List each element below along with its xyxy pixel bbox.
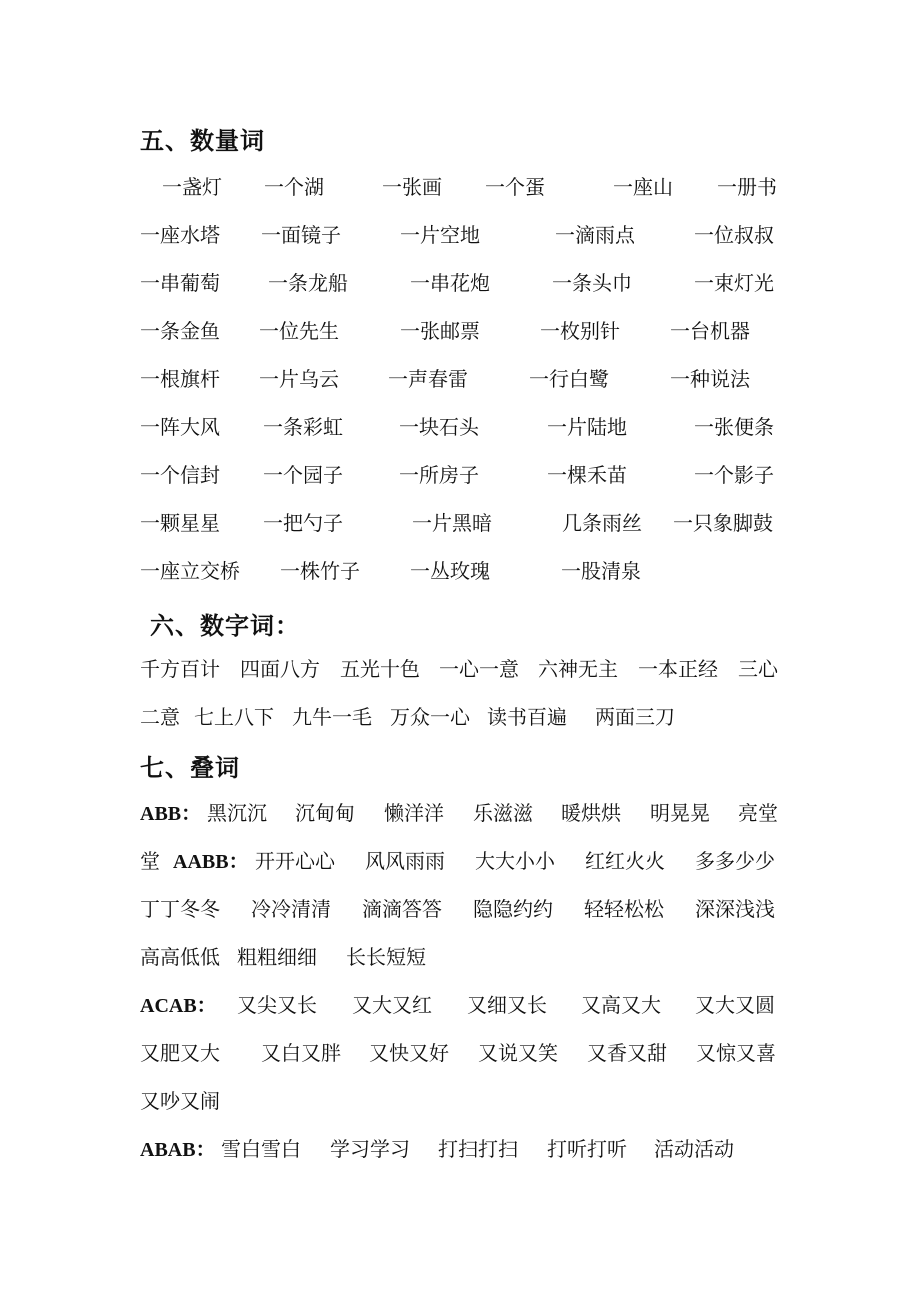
acab-row-2: [140, 1037, 790, 1067]
word: 一片陆地: [547, 415, 627, 439]
word: 轻轻松松: [584, 897, 664, 921]
acab-row-3: [140, 1085, 790, 1115]
acab-label: ACAB：: [140, 995, 217, 1017]
word: 红红火火: [585, 849, 665, 873]
word: 一台机器: [670, 319, 750, 343]
word: 七上八下: [194, 705, 274, 729]
measure-words-row-3: [140, 267, 790, 297]
word: 一条龙船: [268, 271, 348, 295]
word: 又白又胖: [261, 1041, 341, 1065]
word: 又香又甜: [587, 1041, 667, 1065]
word: 又肥又大: [140, 1041, 220, 1065]
word: 亮堂: [738, 801, 778, 825]
word: 一阵大风: [140, 415, 220, 439]
word: 明晃晃: [650, 801, 710, 825]
word: 三心: [738, 657, 778, 681]
word: 一块石头: [399, 415, 479, 439]
word: 一条头巾: [552, 271, 632, 295]
word: 一串葡萄: [140, 271, 220, 295]
word: 一个信封: [140, 463, 220, 487]
word: 开开心心: [255, 849, 335, 873]
word: 几条雨丝: [562, 511, 642, 535]
word: 一个影子: [694, 463, 774, 487]
word: 一条金鱼: [140, 319, 220, 343]
word: 一丛玫瑰: [410, 559, 490, 583]
word: 一片空地: [400, 223, 480, 247]
word: 深深浅浅: [695, 897, 775, 921]
measure-words-row-2: [140, 219, 790, 249]
abab-label: ABAB：: [140, 1139, 216, 1161]
measure-words-row-9: [140, 555, 790, 585]
word: 冷冷清清: [251, 897, 331, 921]
section-five-title: 五、数量词: [140, 127, 265, 155]
measure-words-row-7: [140, 459, 790, 489]
word: 粗粗细细: [237, 945, 317, 969]
word: 九牛一毛: [292, 705, 372, 729]
word: 一本正经: [638, 657, 718, 681]
word: 又细又长: [467, 993, 547, 1017]
word: 长长短短: [346, 945, 426, 969]
aabb-label: AABB：: [173, 851, 249, 873]
word: 一座山: [613, 175, 673, 199]
word: 万众一心: [390, 705, 470, 729]
measure-words-row-8: [140, 507, 790, 537]
word: 风风雨雨: [365, 849, 445, 873]
word: 又尖又长: [237, 993, 317, 1017]
acab-row-1: [140, 989, 790, 1019]
word: 又高又大: [581, 993, 661, 1017]
word: 六神无主: [538, 657, 618, 681]
word: 一心一意: [439, 657, 519, 681]
word: 一个湖: [264, 175, 324, 199]
word: 一位先生: [259, 319, 339, 343]
word: 一所房子: [399, 463, 479, 487]
word: 多多少少: [695, 849, 775, 873]
word: 一束灯光: [694, 271, 774, 295]
word: 一个园子: [263, 463, 343, 487]
word: 一枚别针: [540, 319, 620, 343]
word: 懒洋洋: [384, 801, 444, 825]
word: 一座水塔: [140, 223, 220, 247]
word: 大大小小: [475, 849, 555, 873]
word: 一声春雷: [388, 367, 468, 391]
word: 一颗星星: [140, 511, 220, 535]
word: 又快又好: [369, 1041, 449, 1065]
word: 滴滴答答: [362, 897, 442, 921]
word: 沉甸甸: [295, 801, 355, 825]
word: 又说又笑: [478, 1041, 558, 1065]
word: 一股清泉: [561, 559, 641, 583]
word: 一盏灯: [162, 175, 222, 199]
section-six-title: 六、数字词：: [150, 612, 300, 640]
word: 一册书: [717, 175, 777, 199]
word: 打听打听: [547, 1137, 627, 1161]
word: 一把勺子: [263, 511, 343, 535]
aabb-row-2: [140, 893, 790, 923]
word: 一株竹子: [280, 559, 360, 583]
word: 隐隐约约: [473, 897, 553, 921]
word: 高高低低: [140, 945, 220, 969]
word: 一条彩虹: [263, 415, 343, 439]
word: 雪白雪白: [221, 1137, 301, 1161]
word: 五光十色: [340, 657, 420, 681]
word: 一只象脚鼓: [673, 511, 773, 535]
aabb-row-1: [140, 845, 790, 875]
measure-words-row-4: [140, 315, 790, 345]
word: 又大又红: [352, 993, 432, 1017]
word: 又大又圆: [695, 993, 775, 1017]
measure-words-row-1: [140, 171, 790, 201]
word: 又吵又闹: [140, 1089, 220, 1113]
word: 又惊又喜: [696, 1041, 776, 1065]
word: 四面八方: [240, 657, 320, 681]
word: 千方百计: [140, 657, 220, 681]
word: 乐滋滋: [473, 801, 533, 825]
word: 一根旗杆: [140, 367, 220, 391]
word: 一片乌云: [259, 367, 339, 391]
word: 二意: [140, 705, 180, 729]
word: 一种说法: [670, 367, 750, 391]
word: 一串花炮: [410, 271, 490, 295]
word: 一座立交桥: [140, 559, 240, 583]
word: 丁丁冬冬: [140, 897, 220, 921]
section-seven-title: 七、叠词: [140, 754, 240, 782]
word: 一位叔叔: [694, 223, 774, 247]
word: 黑沉沉: [207, 801, 267, 825]
word: 堂: [140, 849, 160, 873]
word: 活动活动: [654, 1137, 734, 1161]
word: 一张画: [382, 175, 442, 199]
word: 一张便条: [694, 415, 774, 439]
abb-label: ABB：: [140, 803, 202, 825]
word: 一行白鹭: [529, 367, 609, 391]
word: 一面镜子: [261, 223, 341, 247]
word: 一片黑暗: [412, 511, 492, 535]
measure-words-row-6: [140, 411, 790, 441]
number-idioms-row-2: [140, 701, 790, 731]
measure-words-row-5: [140, 363, 790, 393]
word: 一滴雨点: [555, 223, 635, 247]
word: 一棵禾苗: [547, 463, 627, 487]
word: 读书百遍: [487, 705, 567, 729]
word: 两面三刀: [595, 705, 675, 729]
abab-row-1: [140, 1133, 790, 1163]
word: 学习学习: [330, 1137, 410, 1161]
number-idioms-row-1: [140, 653, 790, 683]
aabb-row-3: [140, 941, 790, 971]
word: 暖烘烘: [561, 801, 621, 825]
word: 打扫打扫: [438, 1137, 518, 1161]
abb-row-1: [140, 797, 790, 827]
word: 一张邮票: [400, 319, 480, 343]
word: 一个蛋: [485, 175, 545, 199]
